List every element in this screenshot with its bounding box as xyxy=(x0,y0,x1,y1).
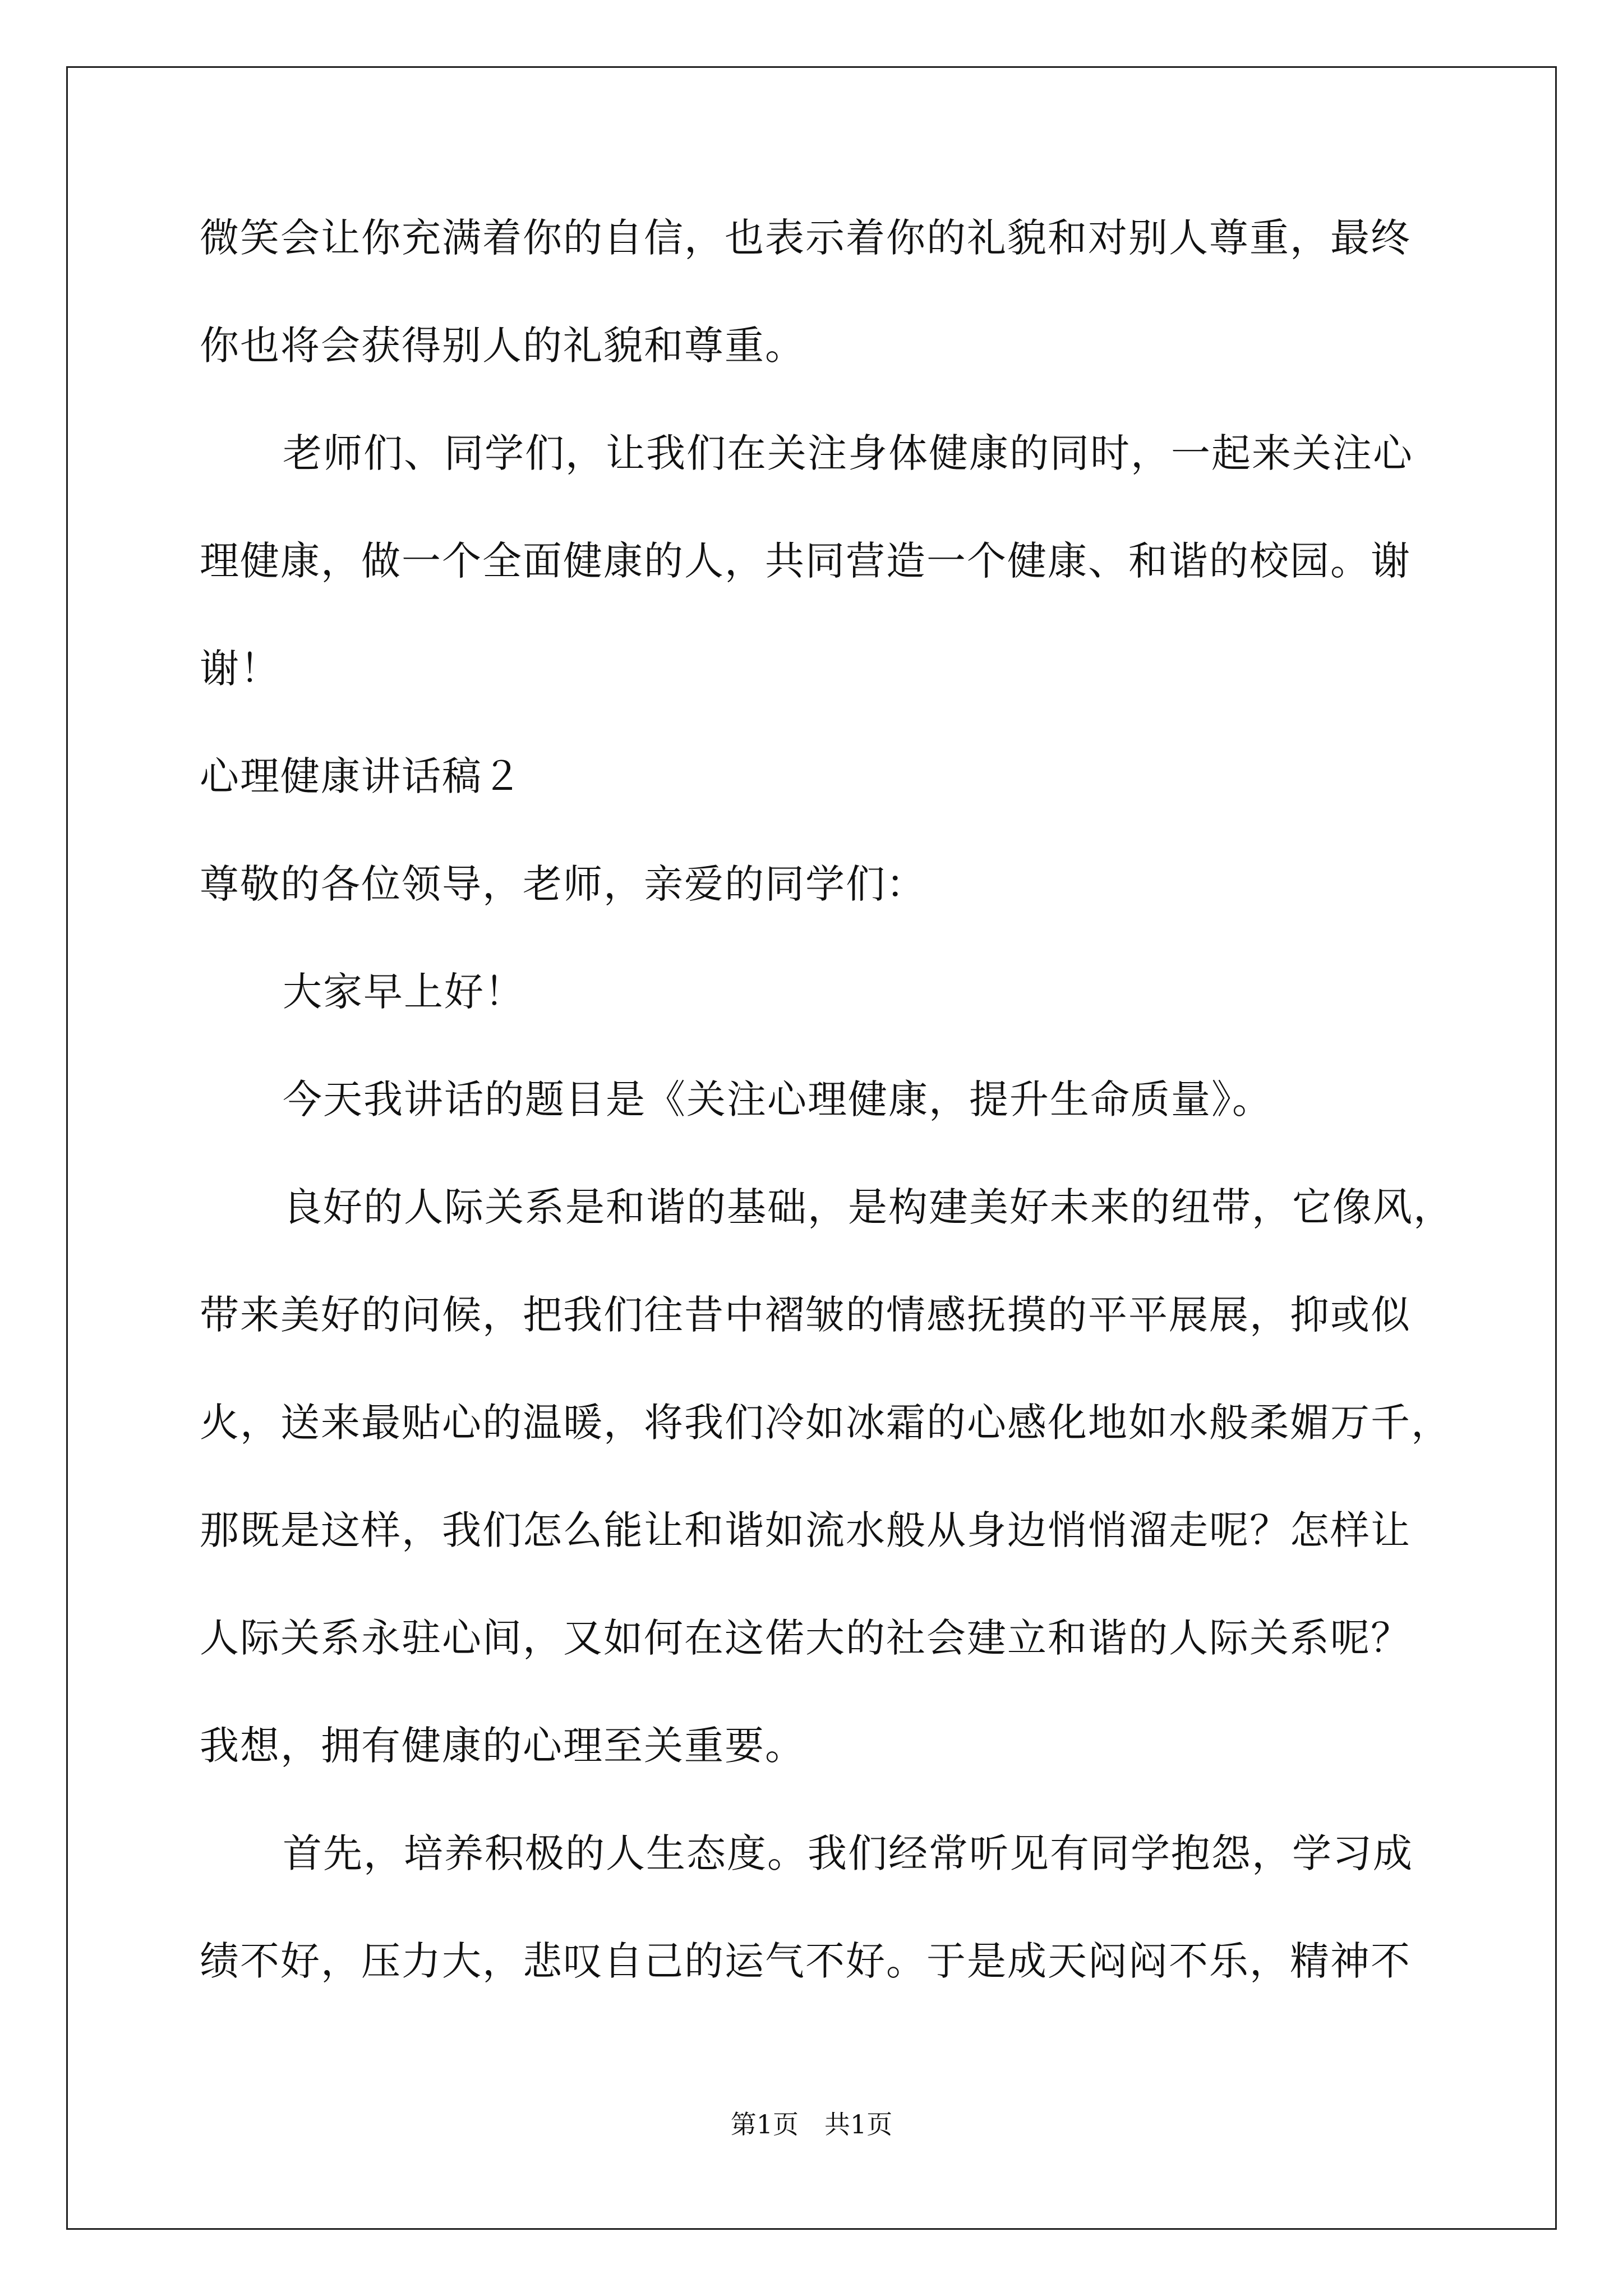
paragraph-line: 那既是这样，我们怎么能让和谐如流水般从身边悄悄溜走呢？怎样让 xyxy=(200,1507,1411,1553)
paragraph-line: 谢！ xyxy=(200,646,280,692)
paragraph-line: 良好的人际关系是和谐的基础，是构建美好未来的纽带，它像风， xyxy=(283,1184,1454,1230)
paragraph-line: 微笑会让你充满着你的自信，也表示着你的礼貌和对别人尊重，最终 xyxy=(200,215,1411,261)
paragraph-line: 今天我讲话的题目是《关注心理健康，提升生命质量》。 xyxy=(283,1076,1272,1122)
paragraph-line: 你也将会获得别人的礼貌和尊重。 xyxy=(200,323,805,369)
paragraph-line: 我想，拥有健康的心理至关重要。 xyxy=(200,1723,805,1769)
paragraph-line: 老师们、同学们，让我们在关注身体健康的同时，一起来关注心 xyxy=(283,430,1413,476)
paragraph-line: 首先，培养积极的人生态度。我们经常听见有同学抱怨，学习成 xyxy=(283,1830,1413,1876)
page-footer: 第1页 共1页 xyxy=(730,2109,893,2139)
page-border xyxy=(66,66,1557,2230)
paragraph-line: 理健康，做一个全面健康的人，共同营造一个健康、和谐的校园。谢 xyxy=(200,538,1411,584)
paragraph-line: 人际关系永驻心间，又如何在这偌大的社会建立和谐的人际关系呢？ xyxy=(200,1615,1411,1661)
paragraph-line: 带来美好的问候，把我们往昔中褶皱的情感抚摸的平平展展，抑或似 xyxy=(200,1292,1411,1338)
paragraph-line: 火，送来最贴心的温暖，将我们冷如冰霜的心感化地如水般柔媚万千， xyxy=(200,1400,1451,1446)
salutation: 尊敬的各位领导，老师，亲爱的同学们： xyxy=(200,861,926,907)
greeting: 大家早上好！ xyxy=(283,969,525,1015)
section-heading: 心理健康讲话稿２ xyxy=(200,753,523,799)
paragraph-line: 绩不好，压力大，悲叹自己的运气不好。于是成天闷闷不乐，精神不 xyxy=(200,1938,1411,1984)
